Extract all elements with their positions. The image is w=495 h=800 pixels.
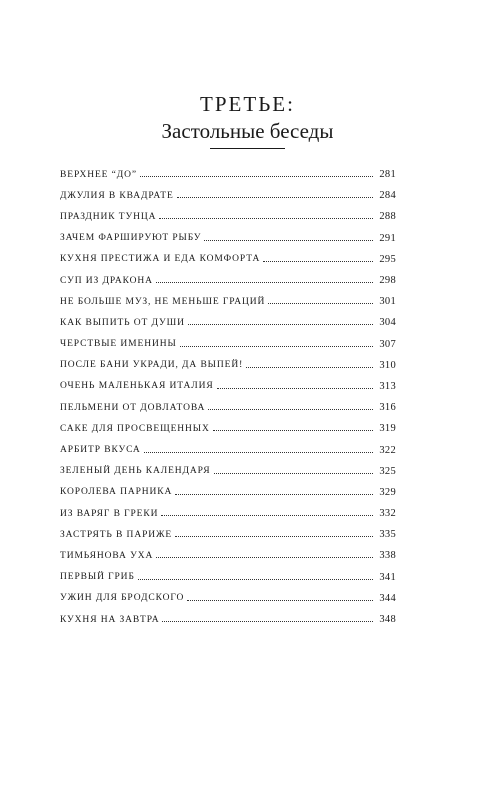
toc-entry[interactable] <box>60 164 396 185</box>
toc-entry-title: ТИМЬЯНОВА УХА <box>60 550 154 561</box>
dot-leader <box>188 324 373 325</box>
dot-leader <box>180 346 374 347</box>
toc-entry-title: АРБИТР ВКУСА <box>60 445 141 456</box>
toc-entry-page: 288 <box>379 211 396 223</box>
toc-entry[interactable] <box>60 482 396 503</box>
dot-leader <box>175 494 373 495</box>
dot-leader <box>217 388 374 389</box>
toc-entry-page: 325 <box>379 465 396 477</box>
dot-leader <box>268 303 373 304</box>
toc-entry-page: 341 <box>379 571 396 583</box>
toc-entry-title: ЗАСТРЯТЬ В ПАРИЖЕ <box>60 529 173 540</box>
toc-entry[interactable] <box>60 418 396 439</box>
toc-entry-title: КАК ВЫПИТЬ ОТ ДУШИ <box>60 317 185 328</box>
section-number: ТРЕТЬЕ: <box>200 92 295 116</box>
section-title: Застольные беседы <box>161 119 334 143</box>
toc-entry-page: 322 <box>379 444 396 456</box>
toc-entry-page: 332 <box>379 508 396 520</box>
toc-entry-title: ПЕРВЫЙ ГРИБ <box>60 572 135 583</box>
toc-entry[interactable] <box>60 503 396 524</box>
toc-entry-title: УЖИН ДЛЯ БРОДСКОГО <box>60 593 185 604</box>
toc-entry-page: 313 <box>379 380 396 392</box>
toc-entry[interactable] <box>60 312 396 333</box>
toc-entry[interactable] <box>60 355 396 376</box>
toc-entry-title: ЧЕРСТВЫЕ ИМЕНИНЫ <box>60 339 177 350</box>
toc-entry-title: СУП ИЗ ДРАКОНА <box>60 275 153 286</box>
dot-leader <box>144 452 374 453</box>
dot-leader <box>161 515 373 516</box>
toc-entry[interactable] <box>60 524 396 545</box>
toc-entry-page: 304 <box>379 317 396 329</box>
toc-entry-title: ЗАЧЕМ ФАРШИРУЮТ РЫБУ <box>60 233 202 244</box>
dot-leader <box>263 261 373 262</box>
toc-entry[interactable] <box>60 249 396 270</box>
toc-entry-title: КУХНЯ НА ЗАВТРА <box>60 614 160 625</box>
toc-entry-page: 335 <box>379 529 396 541</box>
dot-leader <box>213 430 374 431</box>
table-of-contents <box>60 164 396 630</box>
toc-entry[interactable] <box>60 376 396 397</box>
toc-entry-title: ОЧЕНЬ МАЛЕНЬКАЯ ИТАЛИЯ <box>60 381 214 392</box>
toc-entry[interactable] <box>60 461 396 482</box>
toc-entry-title: ДЖУЛИЯ В КВАДРАТЕ <box>60 190 174 201</box>
toc-entry-title: ПОСЛЕ БАНИ УКРАДИ, ДА ВЫПЕЙ! <box>60 360 244 371</box>
toc-entry-title: ПРАЗДНИК ТУНЦА <box>60 211 157 222</box>
dot-leader <box>175 536 373 537</box>
toc-entry-title: НЕ БОЛЬШЕ МУЗ, НЕ МЕНЬШЕ ГРАЦИЙ <box>60 296 266 307</box>
toc-entry-title: КУХНЯ ПРЕСТИЖА И ЕДА КОМФОРТА <box>60 254 261 265</box>
dot-leader <box>214 473 374 474</box>
toc-entry-page: 329 <box>379 486 396 498</box>
toc-entry[interactable] <box>60 270 396 291</box>
toc-entry-page: 295 <box>379 253 396 265</box>
toc-entry-page: 281 <box>379 169 396 181</box>
toc-entry-page: 310 <box>379 359 396 371</box>
dot-leader <box>177 197 374 198</box>
dot-leader <box>187 600 373 601</box>
toc-entry[interactable] <box>60 291 396 312</box>
toc-entry-title: КОРОЛЕВА ПАРНИКА <box>60 487 173 498</box>
toc-entry[interactable] <box>60 397 396 418</box>
toc-entry-page: 348 <box>379 614 396 626</box>
dot-leader <box>140 176 373 177</box>
dot-leader <box>204 240 373 241</box>
toc-entry[interactable] <box>60 545 396 566</box>
toc-entry-page: 338 <box>379 550 396 562</box>
toc-entry-title: ЗЕЛЕНЫЙ ДЕНЬ КАЛЕНДАРЯ <box>60 466 211 477</box>
toc-entry-title: САКЕ ДЛЯ ПРОСВЕЩЕННЫХ <box>60 423 210 434</box>
toc-entry[interactable] <box>60 588 396 609</box>
toc-entry-page: 319 <box>379 423 396 435</box>
toc-entry-page: 316 <box>379 402 396 414</box>
toc-entry[interactable] <box>60 206 396 227</box>
dot-leader <box>246 367 373 368</box>
toc-entry-page: 291 <box>379 232 396 244</box>
dot-leader <box>156 282 373 283</box>
toc-entry-page: 301 <box>379 296 396 308</box>
toc-entry-page: 344 <box>379 592 396 604</box>
toc-entry-title: ИЗ ВАРЯГ В ГРЕКИ <box>60 508 159 519</box>
toc-entry-page: 298 <box>379 275 396 287</box>
toc-entry-title: ПЕЛЬМЕНИ ОТ ДОВЛАТОВА <box>60 402 206 413</box>
dot-leader <box>156 557 373 558</box>
toc-entry-page: 284 <box>379 190 396 202</box>
toc-entry[interactable] <box>60 228 396 249</box>
title-divider <box>210 148 285 149</box>
dot-leader <box>208 409 373 410</box>
dot-leader <box>138 579 374 580</box>
toc-entry-page: 307 <box>379 338 396 350</box>
dot-leader <box>162 621 373 622</box>
toc-entry[interactable] <box>60 609 396 630</box>
toc-entry[interactable] <box>60 439 396 460</box>
toc-entry-title: ВЕРХНЕЕ “ДО” <box>60 169 138 180</box>
dot-leader <box>159 218 373 219</box>
toc-entry[interactable] <box>60 334 396 355</box>
toc-entry[interactable] <box>60 567 396 588</box>
toc-entry[interactable] <box>60 185 396 206</box>
